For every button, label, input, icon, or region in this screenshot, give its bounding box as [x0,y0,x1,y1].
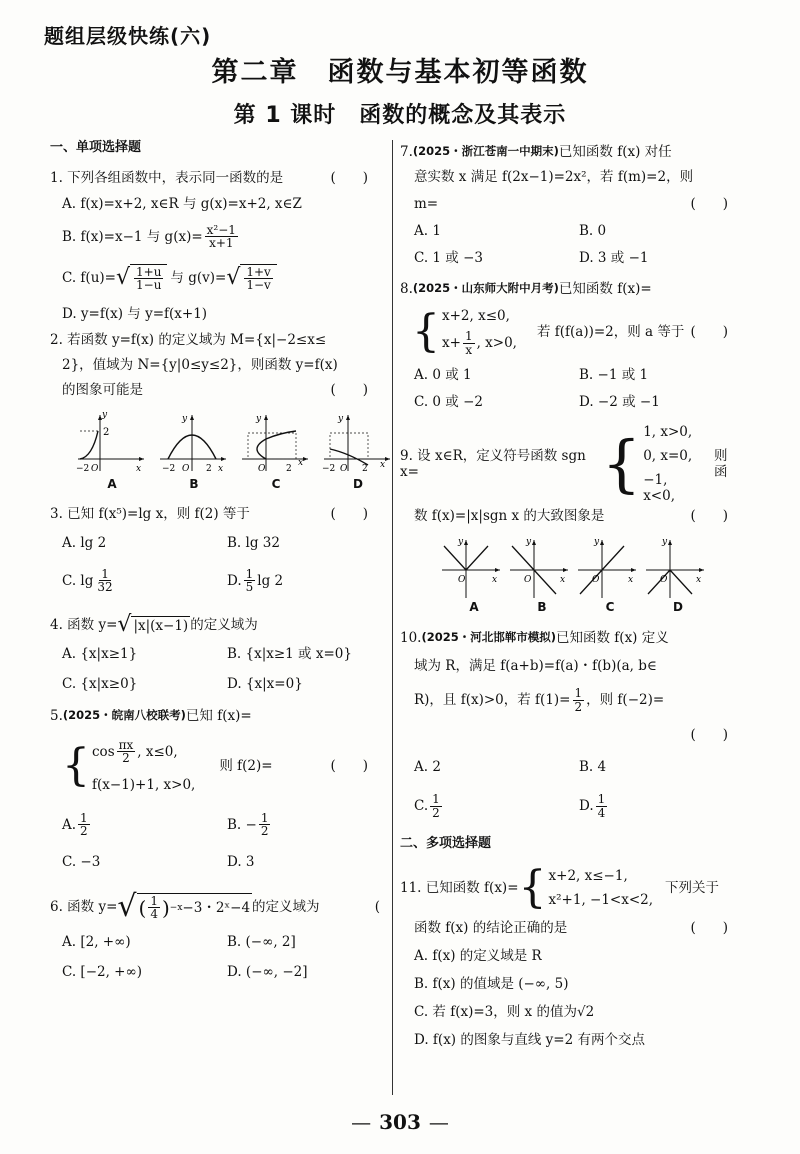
option-d: D. y=f(x) 与 y=f(x+1) [62,305,208,322]
option-d: D. −2 或 −1 [579,394,660,411]
svg-text:O: O [91,463,99,474]
option-c: C. 1 或 −3 [414,250,484,267]
option-c: C. −3 [62,853,101,870]
answer-blank: ( ) [330,757,368,774]
graph-d: y −2 O 2 x D [322,409,394,491]
graph-d: y O x D [644,536,712,614]
option-b: B. 4 [579,759,607,776]
svg-text:O: O [524,575,532,585]
option-a: A. 1 [414,223,441,240]
lesson-title: 第 1 课时 函数的概念及其表示 [233,103,567,128]
question-2-line1: 2. 若函数 y=f(x) 的定义域为 M={x|−2≤x≤ [50,332,327,348]
svg-text:y: y [594,537,600,547]
svg-text:O: O [592,575,600,585]
question-3 [50,501,380,603]
svg-text:x: x [380,459,386,470]
question-9: 9. 设 x∈R，定义符号函数 sgn x= { 1, x>0, 0, x=0, −1, x<0, 则函 数 f(x)=|x|sgn x 的大致图象是 ( ) y O x A y O x B y O x C y O x D [400,426,740,614]
option-d: D. {x|x=0} [227,675,303,692]
svg-text:x: x [298,457,304,468]
answer-blank: ( ) [330,505,368,522]
svg-text:x: x [136,463,142,474]
option-b: B. 0 [579,223,607,240]
option-c: C. [−2, +∞) [62,963,143,980]
answer-blank: ( ) [330,382,368,398]
option-c: C. 若 f(x)=3，则 x 的值为√2 [414,1003,595,1020]
option-d: D. f(x) 的图象与直线 y=2 有两个交点 [414,1031,645,1048]
chapter-title: 第二章 函数与基本初等函数 [211,57,589,88]
option-a: A. {x|x≥1} [62,645,138,662]
option-d: D. $\frac{1}{5}$ lg 2 [227,566,284,595]
answer-blank: ( ) [330,169,368,186]
question-4: 4. 函数 y= √ |x|(x−1) 的定义域为 A. {x|x≥1} B. {x|x≥1 或 x=0} C. {x|x≥0} D. {x|x=0} [50,611,380,699]
question-10: 10. (2025・河北邯郸市模拟) 已知函数 f(x) 定义 域为 R，满足 f(a+b)=f(a)・f(b)(a, b∈ R)，且 f(x)>0，若 f(1)= $\frac{1}{2}$ ，则 f(−2)= ( ) A. 2 B. 4 C. $\frac{1}{2}$ D. $\frac{1}{4}$ [400,624,740,828]
page-number: — 303 — [351,1110,449,1134]
graph-a: y O x A [440,536,508,614]
question-2-graphs [50,409,386,491]
svg-text:y: y [102,409,108,420]
option-a: A. $\frac{1}{2}$ [62,810,88,839]
graph-c: y O x C [576,536,644,614]
answer-blank: ( ) [690,727,728,744]
source-note: (2025・皖南八校联考) [62,708,186,723]
left-column [50,140,386,987]
question-11: 11. 已知函数 f(x)= { x+2, x≤−1, x²+1, −1<x<2, 下列关于 函数 f(x) 的结论正确的是 ( ) A. f(x) 的定义域是 R B. f(x) 的值域是 (−∞, 5) C. 若 f(x)=3，则 x 的值为√2 D. f(x) 的图象与直线 y=2 有两个交点 [400,862,740,1054]
option-a: A. 0 或 1 [414,367,472,384]
option-a: A. [2, +∞) [62,933,131,950]
option-b: B. f(x) 的值域是 (−∞, 5) [414,975,569,992]
question-3-stem: 3. 已知 f(x⁵)=lg x，则 f(2) 等于 [50,505,250,522]
svg-text:x: x [492,575,498,585]
svg-text:2: 2 [286,463,292,474]
source-note: (2025・浙江苍南一中期末) [412,144,559,159]
question-2-line3: 的图象可能是 [62,382,143,398]
option-b: B. −1 或 1 [579,367,649,384]
option-a: A. 2 [414,759,441,776]
svg-text:O: O [182,463,190,474]
svg-text:y: y [662,537,668,547]
answer-blank: ( ) [690,919,728,936]
option-b: B. {x|x≥1 或 x=0} [227,645,352,662]
option-c: C. $\frac{1}{2}$ [414,792,440,820]
graph-b: y −2 O 2 x B [158,409,230,491]
svg-text:O: O [340,463,348,474]
graph-a: y 2 −2 O x A [76,409,148,491]
right-column [400,140,740,1054]
option-c: C. 0 或 −2 [414,394,484,411]
question-2 [50,328,386,491]
question-9-graphs [400,536,740,614]
source-note: (2025・河北邯郸市模拟) [421,630,557,645]
svg-text:2: 2 [103,426,110,438]
option-b: B. − $\frac{1}{2}$ [227,810,269,839]
option-a: A. lg 2 [62,534,107,551]
section-multi-choice: 二、多项选择题 [400,836,492,852]
question-1 [50,166,380,328]
option-c: C. f(u)= √ $\frac{1+u}{1-u}$ 与 g(v)= √ $\frac{1+v}{1-v}$ [62,256,380,300]
option-c: C. {x|x≥0} [62,675,138,692]
svg-text:x: x [218,463,224,474]
svg-text:x: x [628,575,634,585]
option-c: C. lg $\frac{1}{32}$ [62,566,113,595]
answer-blank: ( ) [690,507,728,524]
exercise-tag: 题组层级快练(六) [44,24,212,48]
answer-blank: ( ) [690,196,728,213]
graph-b: y O x B [508,536,576,614]
graph-c: y O 2 x C [240,409,312,491]
svg-text:2: 2 [206,463,212,474]
option-b: B. f(x)=x−1 与 g(x)= $\frac{\text{x²−1}}{x+1}$ [62,222,236,251]
option-b: B. lg 32 [227,534,280,551]
svg-text:O: O [458,575,466,585]
question-5: 5. (2025・皖南八校联考) 已知 f(x)= { cos $\frac{\pi x}{2}$ , x≤0, f(x−1)+1, x>0, 则 f(2)= ( ) A. $\frac{1}{2}$ B. − $\frac{1}{2}$ C. −3 D. 3 [50,703,380,877]
question-6: 6. 函数 y= √ ( $\frac{1}{4}$ ) −x −3・2ˣ−4 的定义域为 ( A. [2, +∞) B. (−∞, 2] C. [−2, +∞) D. (−∞, −2] [50,887,380,987]
option-b: B. (−∞, 2] [227,933,296,950]
svg-text:x: x [696,575,702,585]
svg-text:−2: −2 [322,463,336,474]
svg-text:y: y [458,537,464,547]
answer-blank: ( ) [690,323,728,340]
svg-text:−2: −2 [76,463,90,474]
svg-text:y: y [182,413,188,424]
option-a: A. f(x)=x+2, x∈R 与 g(x)=x+2, x∈Z [62,195,302,212]
svg-text:2: 2 [362,463,368,474]
section-single-choice: 一、单项选择题 [50,140,142,155]
question-8: 8. (2025・山东师大附中月考) 已知函数 f(x)= { x+2, x≤0, x+ $\frac{1}{x}$ , x>0, 若 f(f(a))=2，则 a 等于 ( ) A. 0 或 1 B. −1 或 1 C. 0 或 −2 D. −2 或 −1 [400,276,740,416]
column-divider [392,140,393,1095]
option-d: D. 3 [227,853,255,870]
source-note: (2025・山东师大附中月考) [412,281,559,296]
svg-text:−2: −2 [162,463,176,474]
svg-text:y: y [338,413,344,424]
question-7: 7. (2025・浙江苍南一中期末) 已知函数 f(x) 对任 意实数 x 满足 f(2x−1)=2x²，若 f(m)=2，则 m= ( ) A. 1 B. 0 C. 1 或 −3 D. 3 或 −1 [400,140,740,272]
question-2-line2: 2}，值域为 N={y|0≤y≤2}，则函数 y=f(x) [62,357,338,373]
option-a: A. f(x) 的定义域是 R [414,947,542,964]
option-d: D. (−∞, −2] [227,963,308,980]
option-d: D. 3 或 −1 [579,250,649,267]
svg-text:O: O [258,463,266,474]
svg-text:y: y [256,413,262,424]
svg-text:y: y [526,537,532,547]
question-1-stem: 1. 下列各组函数中，表示同一函数的是 [50,169,284,186]
svg-text:x: x [560,575,566,585]
svg-text:O: O [660,575,668,585]
option-d: D. $\frac{1}{4}$ [579,792,606,820]
